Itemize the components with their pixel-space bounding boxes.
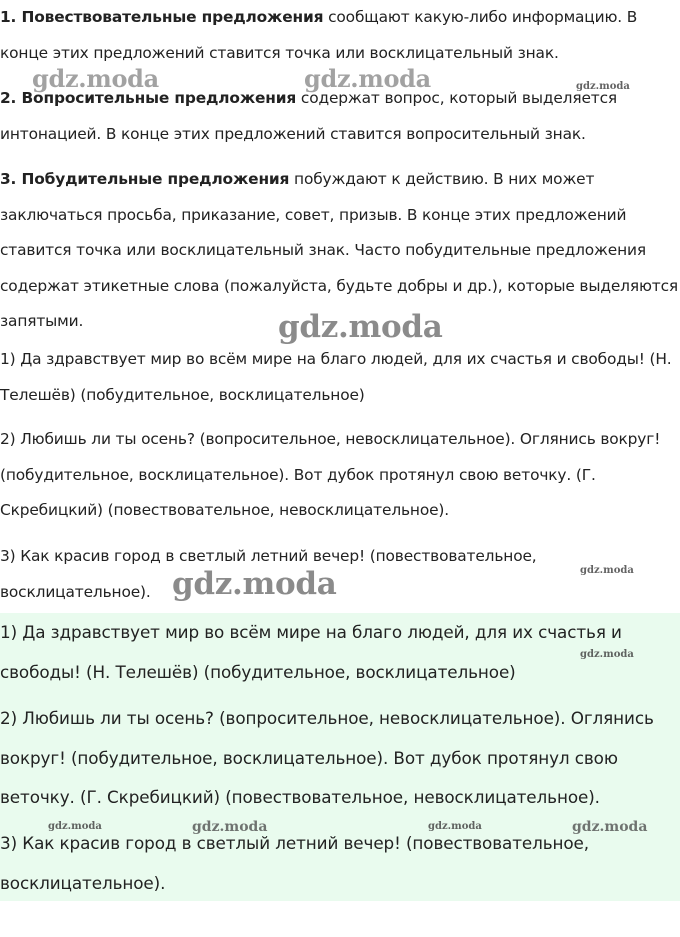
rule-imperative-title: 3. Побудительные предложения xyxy=(0,170,290,188)
rule-declarative-title: 1. Повествовательные предложения xyxy=(0,8,324,26)
watermark-logo: gdz.moda xyxy=(304,64,431,93)
watermark-logo: gdz.moda xyxy=(572,819,648,835)
rule-interrogative xyxy=(0,81,680,152)
rule-declarative-text: сообщают какую-либо информацию. В конце этих предложений ставится точка или восклицательный знак. xyxy=(0,8,638,62)
answer-1: 1) Да здравствует мир во всём мире на благо людей, для их счастья и свободы! (Н. Телешёв) (побудительное, восклицательное) xyxy=(0,622,622,682)
watermark-logo: gdz.moda xyxy=(580,649,634,660)
watermark-logo: gdz.moda xyxy=(48,821,102,832)
rule-interrogative-text: содержат вопрос, который выделяется интонацией. В конце этих предложений ставится вопросительный знак. xyxy=(0,89,618,143)
rule-imperative-text: побуждают к действию. В них может заключаться просьба, приказание, совет, призыв. В конце этих предложений ставится точка или восклицательный знак. Часто побудительные предложения содержат этикетные слова (пожалуйста, будьте добры и др.), которые выделяются запятыми. xyxy=(0,170,678,331)
rule-interrogative-title: 2. Вопросительные предложения xyxy=(0,89,297,107)
answer-2: 2) Любишь ли ты осень? (вопросительное, невосклицательное). Оглянись вокруг! (побудительное, восклицательное). Вот дубок протянул свою веточку. (Г. Скребицкий) (повествовательное, невосклицательное). xyxy=(0,708,654,807)
answer-box xyxy=(0,613,680,901)
watermark-logo: gdz.moda xyxy=(32,64,159,93)
rule-declarative xyxy=(0,0,680,71)
example-1: 1) Да здравствует мир во всём мире на благо людей, для их счастья и свободы! (Н. Телешёв) (побудительное, восклицательное) xyxy=(0,350,672,404)
example-3: 3) Как красив город в светлый летний вечер! (повествовательное, восклицательное). xyxy=(0,547,537,601)
watermark-logo: gdz.moda xyxy=(428,821,482,832)
watermark-logo: gdz.moda xyxy=(172,566,337,602)
watermark-logo: gdz.moda xyxy=(576,81,630,92)
watermark-logo: gdz.moda xyxy=(192,819,268,835)
example-2: 2) Любишь ли ты осень? (вопросительное, невосклицательное). Оглянись вокруг! (побудительное, восклицательное). Вот дубок протянул свою веточку. (Г. Скребицкий) (повествовательное, невосклицательное). xyxy=(0,430,661,520)
answer-3: 3) Как красив город в светлый летний вечер! (повествовательное, восклицательное). xyxy=(0,833,590,893)
rule-imperative xyxy=(0,162,680,340)
watermark-logo: gdz.moda xyxy=(278,309,443,345)
watermark-logo: gdz.moda xyxy=(580,565,634,576)
